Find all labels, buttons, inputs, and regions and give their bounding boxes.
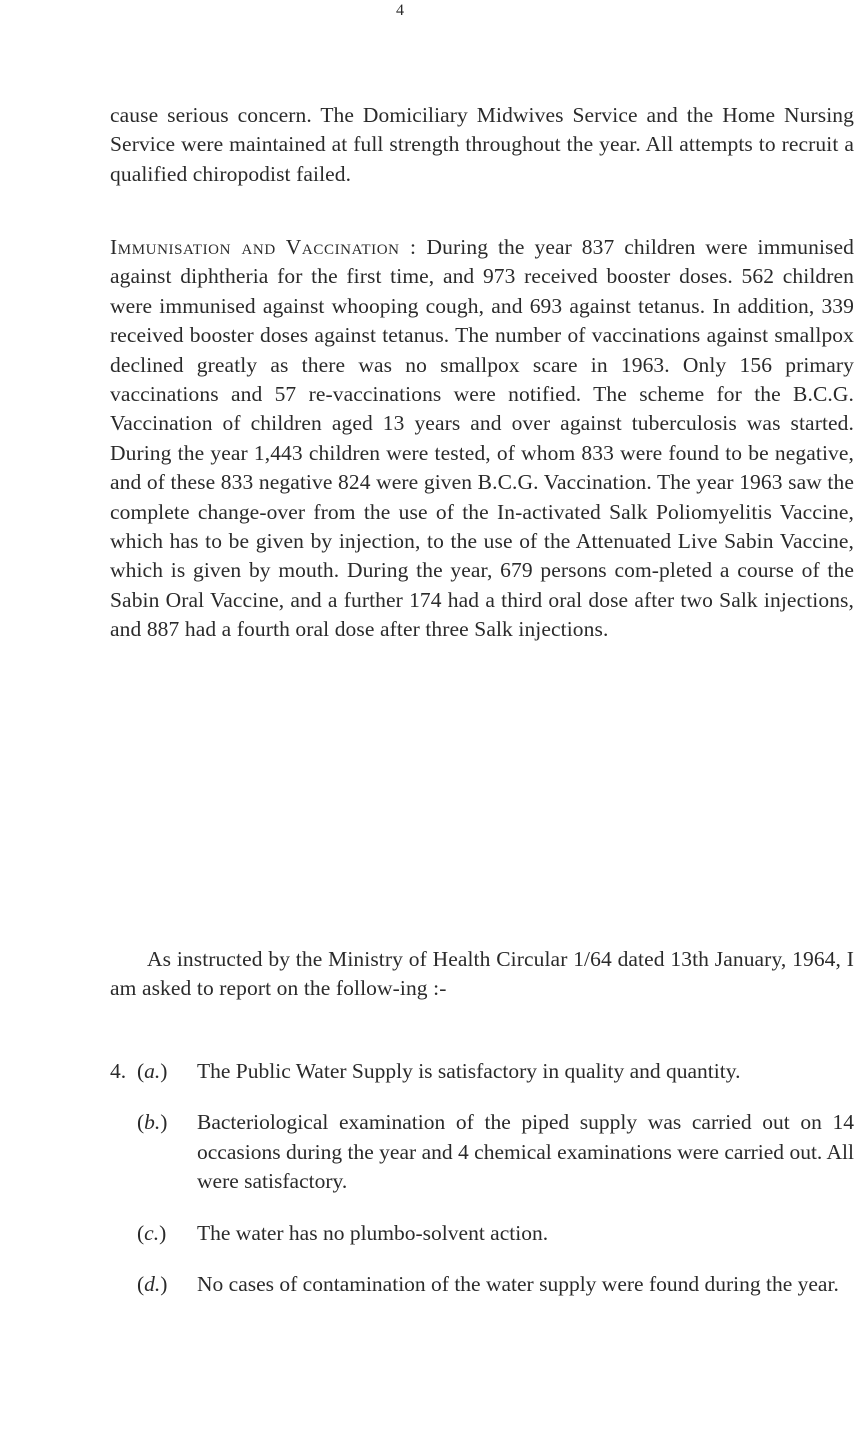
item-label: (a.)	[137, 1059, 168, 1083]
item-label: (b.)	[137, 1110, 168, 1135]
paragraph-services: cause serious concern. The Domiciliary Midwives Service and the Home Nursing Service were maintained at full strength throughout the year. All attempts to recruit a qualified chiropodist failed.	[110, 103, 854, 186]
paragraph-immunisation-text: During the year 837 children were immunised against diphtheria for the first time, and 973 received booster doses. 562 children were immunised against whooping cough, and 693 against tetanus. In addition, 339 received booster doses against tetanus. The number of vaccinations against smallpox declined greatly as there was no smallpox scare in 1963. Only 156 primary vaccinations and 57 re-vaccinations were notified. The scheme for the B.C.G. Vaccination of children aged 13 years and over against tuberculosis was started. During the year 1,443 children were tested, of whom 833 were found to be negative, and of these 833 negative 824 were given B.C.G. Vaccination. The year 1963 saw the complete change-over from the use of the In-activated Salk Poliomyelitis Vaccine, which has to be given by injection, to the use of the Attenuated Live Sabin Vaccine, which is given by mouth. During the year, 679 persons com-pleted a course of the Sabin Oral Vaccine, and a further 174 had a third oral dose after two Salk injections, and 887 had a fourth oral dose after three Salk injections.	[110, 235, 854, 642]
paragraph-circular: As instructed by the Ministry of Health Circular 1/64 dated 13th January, 1964, I am asked to report on the follow-ing :-	[110, 947, 854, 1001]
list-item	[110, 1270, 854, 1299]
item-text: The Public Water Supply is satisfactory in quality and quantity.	[197, 1059, 741, 1083]
water-supply-list	[110, 1057, 854, 1321]
item-label: (d.)	[137, 1272, 168, 1297]
paragraph-immunisation	[110, 233, 854, 645]
item-text: Bacteriological examination of the piped supply was carried out on 14 occasions during the year and 4 chemical examinations were carried out. All were satisfactory.	[197, 1110, 854, 1194]
list-item	[110, 1057, 854, 1086]
list-number: 4.	[110, 1059, 127, 1083]
item-text: No cases of contamination of the water supply were found during the year.	[197, 1272, 839, 1297]
list-item	[110, 1219, 854, 1248]
section-heading: Immunisation and Vaccination :	[110, 235, 417, 259]
list-item	[110, 1108, 854, 1196]
page-number: 4	[396, 2, 404, 19]
item-text: The water has no plumbo-solvent action.	[197, 1220, 549, 1245]
item-label: (c.)	[137, 1220, 167, 1245]
